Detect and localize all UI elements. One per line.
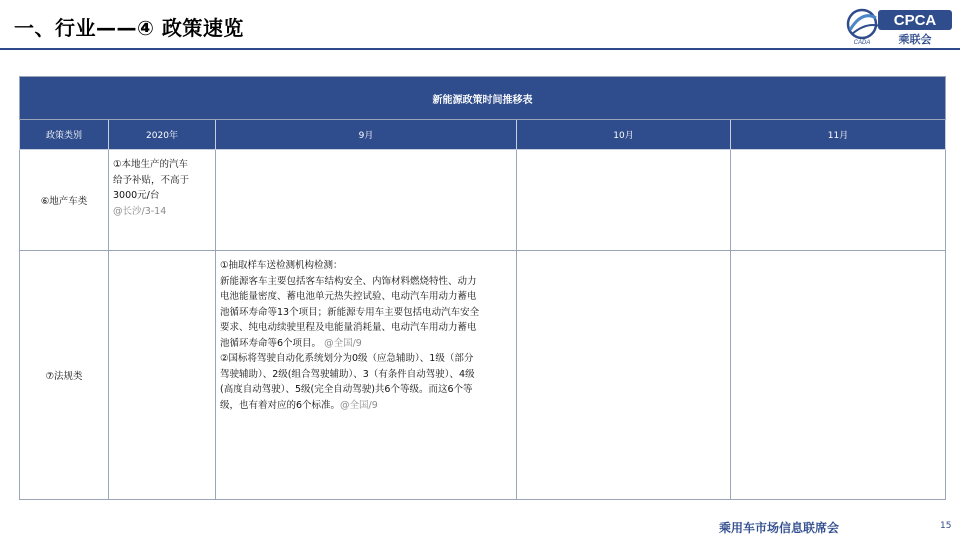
logo-small-text: CADA [853,40,871,46]
policy-text-line: 池循环寿命等13个项目；新能源专用车主要包括电动汽车安全 [220,306,480,318]
policy-text-line: 给予补贴，不高于 [113,174,190,186]
policy-text-line: (高度自动驾驶）、5级(完全自动驾驶)共6个等级。而这6个等 [220,384,473,395]
policy-text-line: 驾驶辅助）、2级(组合驾驶辅助）、3（有条件自动驾驶）、4级 [220,368,475,380]
policy-text-line: 3000元/台 [113,190,160,201]
policy-text-line: ①抽取样车送检测机构检测： [220,260,343,271]
policy-text: 池循环寿命等6个项目。 [220,337,322,349]
policy-cell-oct [517,150,731,251]
policy-table-container [19,76,945,500]
category-cell: ⑥地产车类 [20,150,109,251]
policy-text-line: 电池能量密度、蓄电池单元热失控试验、电动汽车用动力蓄电 [220,291,477,302]
col-header-2020: 2020年 [109,120,216,150]
col-header-oct: 10月 [517,120,731,150]
category-cell: ⑦法规类 [20,251,109,500]
policy-text-line [220,398,512,414]
footer-org: 乘用车市场信息联席会 [719,521,840,535]
policy-cell-nov [731,251,946,500]
title-divider [0,48,960,50]
col-header-category: 政策类别 [20,120,109,150]
policy-cell-nov [731,150,946,251]
policy-source: @全国/9 [340,399,378,411]
logo-text: CPCA [893,12,937,29]
table-row [20,251,946,500]
policy-cell-2020 [109,251,216,500]
logo-subtext: 乘联会 [898,33,932,46]
page-title: 一、行业——④ 政策速览 [14,16,244,40]
cpca-logo [842,4,954,46]
policy-text-line: ②国标将驾驶自动化系统划分为0级（应急辅助）、1级（部分 [220,353,474,364]
policy-cell-2020 [109,150,216,251]
col-header-nov: 11月 [731,120,946,150]
table-title: 新能源政策时间推移表 [20,77,946,120]
policy-cell-sep [216,150,517,251]
policy-cell-sep [216,251,517,500]
policy-timeline-table [19,76,946,500]
policy-text-line: 要求、纯电动续驶里程及电能量消耗量、电动汽车用动力蓄电 [220,322,477,333]
policy-cell-oct [517,251,731,500]
policy-text-line: ①本地生产的汽车 [113,159,189,170]
policy-text: 级，也有着对应的6个标准。 [220,399,341,411]
policy-source: @长沙/3-14 [113,205,167,217]
page-number: 15 [940,521,952,531]
policy-source: @全国/9 [324,337,362,349]
policy-text-line: 新能源客车主要包括客车结构安全、内饰材料燃烧特性、动力 [220,275,477,287]
table-row [20,150,946,251]
policy-text-line [220,336,512,352]
col-header-sep: 9月 [216,120,517,150]
